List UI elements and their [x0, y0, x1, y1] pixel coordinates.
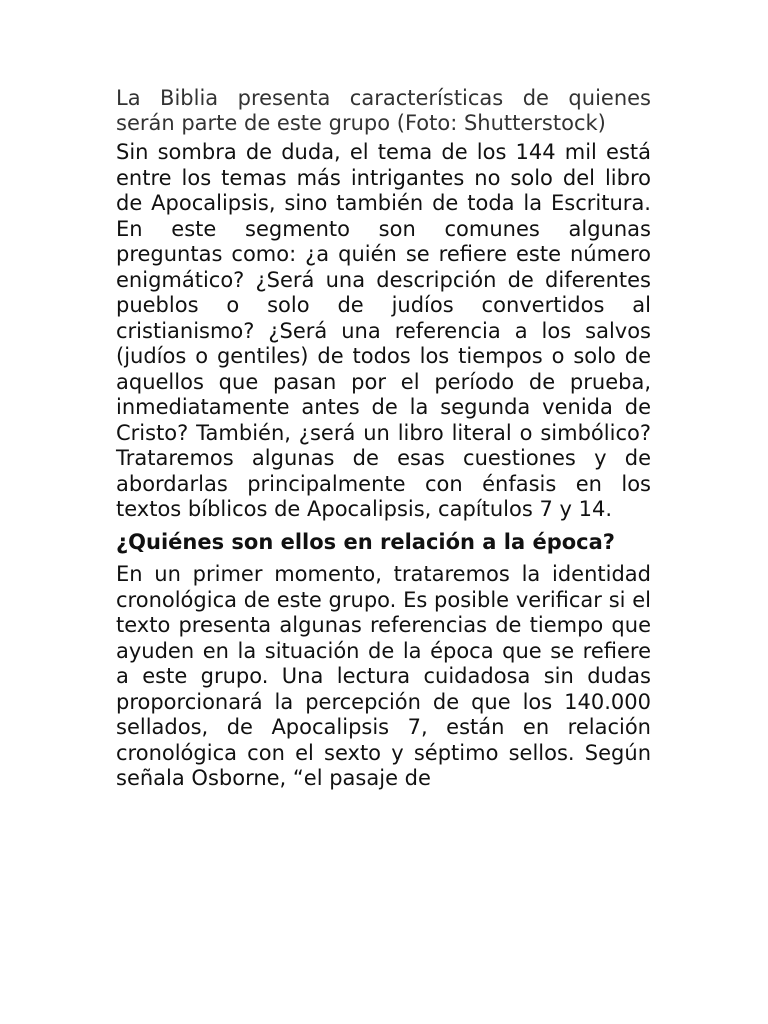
- document-page: [116, 86, 651, 799]
- body-paragraph: En un primer momento, trataremos la identidad cronológica de este grupo. Es posible verificar si el texto presenta algunas referencias de tiempo que ayuden en la situación de la época que se refiere a este grupo. Una lectura cuidadosa sin dudas proporcionará la percepción de que los 140.000 sellados, de Apocalipsis 7, están en relación cronológica con el sexto y séptimo sellos. Según señala Osborne, “el pasaje de: [116, 562, 651, 790]
- body-paragraph: Sin sombra de duda, el tema de los 144 mil está entre los temas más intrigantes no solo del libro de Apocalipsis, sino también de toda la Escritura. En este segmento son comunes algunas preguntas como: ¿a quién se refiere este número enigmático? ¿Será una descripción de diferentes pueblos o solo de judíos convertidos al cristianismo? ¿Será una referencia a los salvos (judíos o gentiles) de todos los tiempos o solo de aquellos que pasan por el período de prueba, inmediatamente antes de la segunda venida de Cristo? También, ¿será un libro literal o simbólico? Trataremos algunas de esas cuestiones y de abordarlas principalmente con énfasis en los textos bíblicos de Apocalipsis, capítulos 7 y 14.: [116, 140, 651, 521]
- image-caption: La Biblia presenta características de quienes serán parte de este grupo (Foto: Shutterstock): [116, 86, 651, 135]
- section-heading: ¿Quiénes son ellos en relación a la época?: [116, 529, 615, 554]
